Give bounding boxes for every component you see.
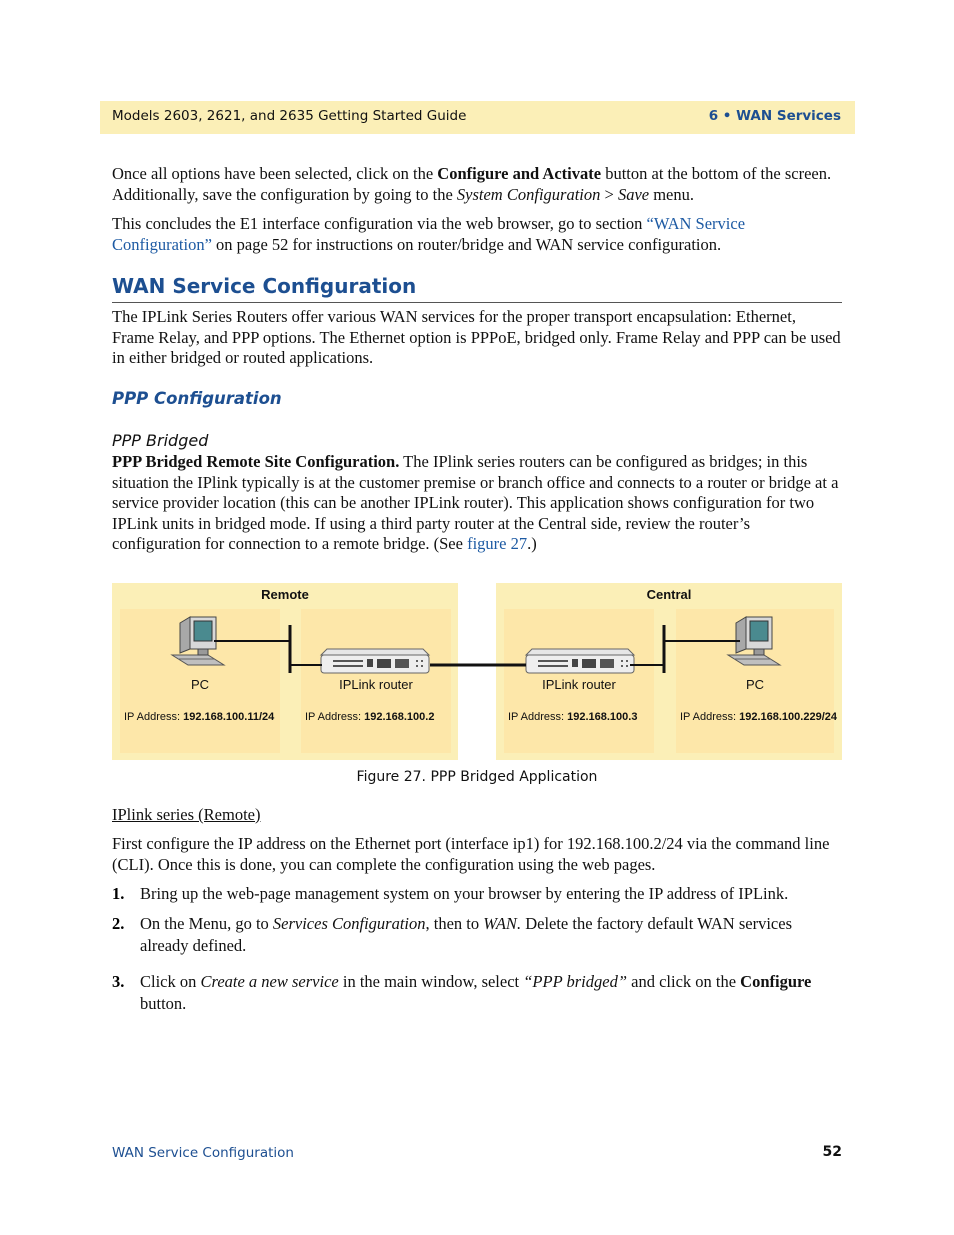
figure-caption: Figure 27. PPP Bridged Application bbox=[356, 769, 598, 785]
central-label: Central bbox=[646, 587, 692, 602]
remote-setup-paragraph: First configure the IP address on the Ethernet port (interface ip1) for 192.168.100.2/24 via the command line (CLI). Once this is done, you can complete the configuration using the web pages. bbox=[112, 834, 830, 874]
step-2-text: On the Menu, go to Services Configuration, then to WAN. Delete the factory default WAN services already defined. bbox=[140, 914, 792, 955]
ppp-bridged-paragraph: PPP Bridged Remote Site Configuration. The IPlink series routers can be configured as bridges; in this situation the IPlink typically is at the customer premise or branch office and connects to a router or bridge at a service provider location (this can be another IPLink router). This application shows configuration for two IPLink units in bridged mode. If using a third party router at the Central side, review the router’s configuration for connection to a remote bridge. (See figure 27.) bbox=[112, 452, 839, 553]
step-1-text: Bring up the web-page management system on your browser by entering the IP address of IPLink. bbox=[140, 884, 789, 903]
step-number: 1. bbox=[112, 884, 125, 903]
device-label: PC bbox=[745, 677, 765, 692]
page-number: 52 bbox=[822, 1144, 842, 1160]
figure-27-link[interactable]: figure 27 bbox=[467, 534, 528, 553]
remote-label: Remote bbox=[261, 587, 309, 602]
connection-lines bbox=[112, 583, 842, 760]
device-ip: IP Address: 192.168.100.11/24 bbox=[124, 711, 275, 723]
intro-paragraph-2: This concludes the E1 interface configuration via the web browser, go to section “WAN Service Configuration” on page 52 for instructions on router/bridge and WAN service configuration. bbox=[112, 214, 746, 254]
guide-title: Models 2603, 2621, and 2635 Getting Started Guide bbox=[112, 108, 467, 124]
device-ip: IP Address: 192.168.100.3 bbox=[508, 711, 638, 723]
device-label: IPLink router bbox=[339, 677, 413, 692]
device-label: IPLink router bbox=[542, 677, 616, 692]
footer-section-name: WAN Service Configuration bbox=[112, 1145, 294, 1161]
device-ip: IP Address: 192.168.100.2 bbox=[305, 711, 435, 723]
chapter-title: 6 • WAN Services bbox=[708, 108, 841, 124]
step-number: 2. bbox=[112, 914, 125, 933]
device-ip: IP Address: 192.168.100.229/24 bbox=[680, 711, 837, 723]
section-title: WAN Service Configuration bbox=[112, 274, 842, 303]
subsection-title: PPP Configuration bbox=[112, 389, 282, 408]
subsubsection-title: PPP Bridged bbox=[112, 431, 209, 450]
device-label: PC bbox=[190, 677, 210, 692]
running-header bbox=[100, 101, 855, 134]
remote-setup-heading: IPlink series (Remote) bbox=[112, 805, 261, 824]
wan-service-config-link[interactable]: “WAN Service Configuration” bbox=[112, 214, 746, 254]
step-3-text: Click on Create a new service in the main window, select “PPP bridged” and click on the Configure button. bbox=[140, 972, 812, 1013]
intro-paragraph-1: Once all options have been selected, click on the Configure and Activate button at the bottom of the screen. Additionally, save the configuration by going to the System Configuration > Save menu. bbox=[112, 164, 832, 204]
ppp-bridged-diagram bbox=[112, 583, 842, 760]
section-paragraph: The IPLink Series Routers offer various WAN services for the proper transport encapsulation: Ethernet, Frame Relay, and PPP options. The Ethernet option is PPPoE, bridged only. Frame Relay and PPP can be used in either bridged or routed applications. bbox=[112, 307, 841, 367]
step-number: 3. bbox=[112, 972, 125, 991]
